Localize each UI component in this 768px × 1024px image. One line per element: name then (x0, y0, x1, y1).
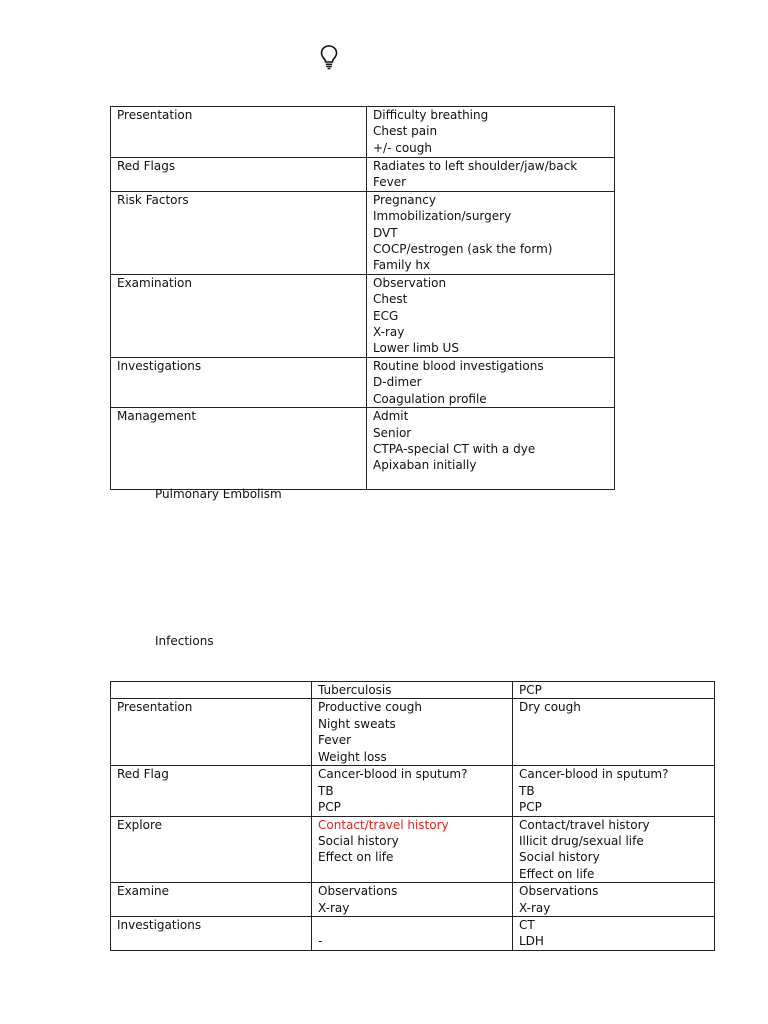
row-label-cell (111, 107, 367, 158)
row-content-cell (367, 274, 615, 357)
row-label: Presentation (117, 108, 193, 122)
cell-line: X-ray (373, 325, 405, 340)
tuberculosis-cell (312, 816, 513, 883)
cell-line: Observations (519, 884, 599, 899)
pcp-cell (513, 766, 715, 816)
row-content-cell (367, 158, 615, 192)
cell-line: Contact/travel history (519, 817, 650, 832)
table-row (111, 357, 615, 407)
cell-line: Observations (318, 884, 398, 899)
pe-table-body (111, 107, 615, 490)
cell-line: X-ray (318, 900, 350, 915)
cell-line: Chest pain (373, 124, 438, 139)
infections-table (110, 681, 715, 951)
row-label: Investigations (117, 358, 202, 373)
pcp-cell (513, 917, 715, 951)
lightbulb-icon (319, 44, 339, 70)
row-label: Examine (117, 884, 170, 899)
row-label-cell (111, 766, 312, 816)
cell-line: TB (318, 783, 334, 798)
row-label: Investigations (117, 918, 202, 933)
cell-line: Lower limb US (373, 341, 459, 356)
row-label-cell (111, 883, 312, 917)
row-label: Red Flags (117, 159, 176, 173)
table-row (111, 408, 615, 490)
row-label: Explore (117, 817, 163, 832)
table-row (111, 107, 615, 158)
cell-line: Social history (318, 834, 399, 849)
cell-line: Immobilization/surgery (373, 209, 512, 224)
tuberculosis-cell (312, 883, 513, 917)
tuberculosis-cell (312, 699, 513, 766)
cell-line: Social history (519, 850, 600, 865)
cell-line: Difficulty breathing (373, 108, 489, 122)
cell-line: CTPA-special CT with a dye (373, 441, 536, 456)
cell-line: Apixaban initially (373, 458, 477, 473)
table-header-row (111, 682, 715, 699)
highlighted-cell-line: Contact/travel history (318, 817, 449, 832)
cell-line: Fever (318, 733, 352, 748)
cell-line: - (318, 934, 323, 949)
cell-line: Productive cough (318, 700, 422, 715)
cell-line: Observation (373, 275, 447, 290)
cell-line: Senior (373, 425, 412, 440)
row-label-cell (111, 274, 367, 357)
column-header: PCP (519, 683, 542, 697)
row-content-cell (367, 191, 615, 274)
tuberculosis-cell (312, 766, 513, 816)
cell-line: Radiates to left shoulder/jaw/back (373, 159, 578, 173)
tuberculosis-cell (312, 917, 513, 951)
pcp-cell (513, 816, 715, 883)
row-label-cell (111, 699, 312, 766)
row-label-cell (111, 816, 312, 883)
row-label: Management (117, 409, 197, 424)
row-label: Examination (117, 275, 193, 290)
header-cell-empty (111, 682, 312, 699)
pulmonary-embolism-table (110, 106, 615, 490)
row-label-cell (111, 357, 367, 407)
table-row (111, 917, 715, 951)
row-label: Presentation (117, 700, 193, 715)
cell-line: Cancer-blood in sputum? (318, 767, 468, 782)
header-cell-pcp (513, 682, 715, 699)
row-content-cell (367, 408, 615, 490)
cell-line: Effect on life (519, 866, 595, 881)
pcp-cell (513, 699, 715, 766)
table-row (111, 274, 615, 357)
header-cell-tuberculosis (312, 682, 513, 699)
cell-line: TB (519, 783, 535, 798)
table-row (111, 816, 715, 883)
row-content-cell (367, 357, 615, 407)
cell-line: X-ray (519, 900, 551, 915)
cell-line: Pregnancy (373, 192, 436, 207)
cell-line: Night sweats (318, 716, 396, 731)
table-row (111, 158, 615, 192)
cell-line: Weight loss (318, 749, 387, 764)
cell-line: PCP (519, 800, 542, 815)
row-content-cell (367, 107, 615, 158)
cell-line: Family hx (373, 258, 431, 273)
cell-line: D-dimer (373, 375, 422, 390)
row-label-cell (111, 191, 367, 274)
cell-line: Coagulation profile (373, 391, 487, 406)
row-label-cell (111, 158, 367, 192)
cell-line: PCP (318, 800, 341, 815)
cell-line: CT (519, 918, 535, 933)
cell-line: Illicit drug/sexual life (519, 834, 644, 849)
row-label: Red Flag (117, 767, 169, 782)
cell-line: Effect on life (318, 850, 394, 865)
table-row (111, 883, 715, 917)
row-label-cell (111, 917, 312, 951)
table-row (111, 766, 715, 816)
column-header (117, 682, 305, 698)
row-label-cell (111, 408, 367, 490)
cell-line: DVT (373, 225, 398, 240)
infections-heading: Infections (155, 634, 214, 648)
cell-line: Chest (373, 292, 408, 307)
table-row (111, 699, 715, 766)
cell-line: COCP/estrogen (ask the form) (373, 242, 553, 257)
cell-line: Dry cough (519, 700, 581, 715)
cell-line (318, 917, 506, 933)
row-label: Risk Factors (117, 192, 189, 207)
cell-line: +/- cough (373, 140, 433, 155)
table-row (111, 191, 615, 274)
pcp-cell (513, 883, 715, 917)
column-header: Tuberculosis (318, 683, 392, 697)
cell-line: Cancer-blood in sputum? (519, 767, 669, 782)
table-caption-pulmonary-embolism: Pulmonary Embolism (155, 487, 282, 501)
cell-line: Fever (373, 175, 407, 190)
cell-line: Routine blood investigations (373, 358, 544, 373)
cell-line: Admit (373, 409, 409, 424)
cell-line: ECG (373, 308, 399, 323)
cell-line: LDH (519, 934, 544, 949)
infections-table-body (111, 682, 715, 951)
